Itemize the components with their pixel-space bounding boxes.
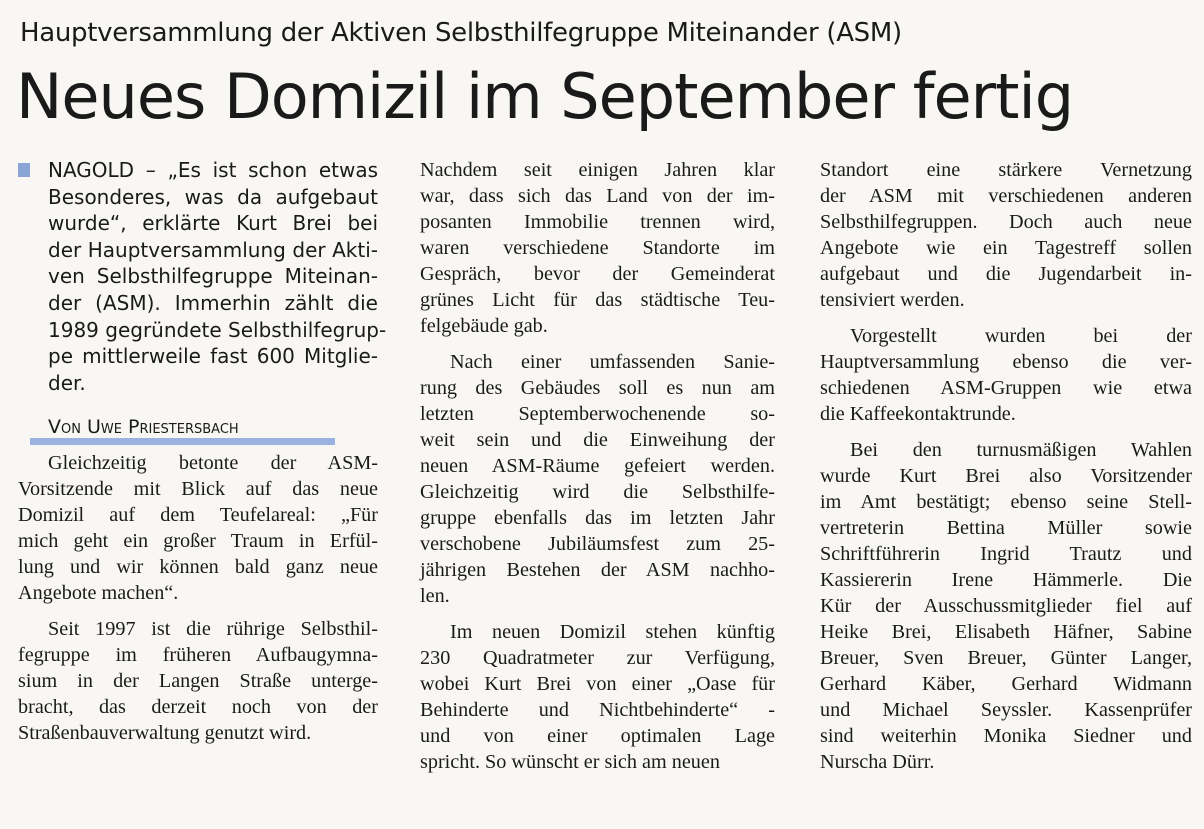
lead-line: der (ASM). Immerhin zählt die <box>48 290 378 315</box>
text-line: Angebote machen“. <box>18 582 179 605</box>
text-line: im Amt bestätigt; ebenso seine Stell- <box>820 491 1192 513</box>
text-line: grünes Licht für das städtische Teu- <box>420 289 775 311</box>
text-line: der ASM mit verschiedenen anderen <box>820 185 1192 207</box>
text-line: lung und wir können bald ganz neue <box>18 556 378 579</box>
paragraph <box>18 616 378 746</box>
text-line: Behinderte und Nichtbehinderte“ - <box>420 699 775 721</box>
text-line: Kür der Ausschussmitglieder fiel auf <box>820 595 1192 617</box>
text-line: Breuer, Sven Breuer, Günter Langer, <box>820 647 1192 669</box>
text-line: wobei Kurt Brei von einer „Oase für <box>420 673 775 695</box>
article-byline <box>18 414 378 444</box>
text-line: und von einer optimalen Lage <box>420 725 775 747</box>
text-line: Vorsitzende mit Blick auf das neue <box>18 478 378 501</box>
lead-line: der Hauptversammlung der Akti- <box>48 237 378 262</box>
paragraph <box>420 157 775 339</box>
article-lead <box>18 157 387 396</box>
text-line: Domizil auf dem Teufelareal: „Für <box>18 504 378 527</box>
text-line: fegruppe im früheren Aufbaugymna- <box>18 644 378 667</box>
article-column-3 <box>820 157 1192 775</box>
text-line: Im neuen Domizil stehen künftig <box>450 621 775 643</box>
text-line: mich geht ein großer Traum in Erfül- <box>18 530 378 553</box>
lead-line: wurde“, erklärte Kurt Brei bei <box>48 211 378 236</box>
text-line: Gerhard Käber, Gerhard Widmann <box>820 673 1192 695</box>
text-line: Vorgestellt wurden bei der <box>850 325 1192 347</box>
lead-square-marker <box>18 163 30 177</box>
text-line: aufgebaut und die Jugendarbeit in- <box>820 263 1192 285</box>
byline-text: Von Uwe Priestersbach <box>48 416 239 439</box>
lead-text <box>48 157 387 396</box>
paragraph <box>820 323 1192 427</box>
byline-highlight-bar <box>30 438 335 445</box>
text-line: war, dass sich das Land von der im- <box>420 185 775 207</box>
text-line: weit sein und die Einweihung der <box>420 429 775 451</box>
text-line: felgebäude gab. <box>420 315 548 337</box>
text-line: Nachdem seit einigen Jahren klar <box>420 159 775 181</box>
text-line: Angebote wie ein Tagestreff sollen <box>820 237 1192 259</box>
lead-line: Besonderes, was da aufgebaut <box>48 184 378 209</box>
column-3-body <box>820 157 1192 775</box>
text-line: und Michael Seyssler. Kassenprüfer <box>820 699 1192 721</box>
text-line: bracht, das derzeit noch von der <box>18 696 378 719</box>
text-line: len. <box>420 585 450 607</box>
column-2-body <box>420 157 775 775</box>
text-line: vertreterin Bettina Müller sowie <box>820 517 1192 539</box>
text-line: waren verschiedene Standorte im <box>420 237 775 259</box>
text-line: Straßenbauverwaltung genutzt wird. <box>18 722 312 745</box>
paragraph <box>820 437 1192 775</box>
text-line: Bei den turnusmäßigen Wahlen <box>850 439 1192 461</box>
text-line: rung des Gebäudes soll es nun am <box>420 377 775 399</box>
text-line: die Kaffeekontaktrunde. <box>820 403 1016 425</box>
text-line: sind weiterhin Monika Siedner und <box>820 725 1192 747</box>
text-line: tensiviert werden. <box>820 289 965 311</box>
text-line: Gespräch, bevor der Gemeinderat <box>420 263 775 285</box>
text-line: Selbsthilfegruppen. Doch auch neue <box>820 211 1192 233</box>
text-line: Standort eine stärkere Vernetzung <box>820 159 1192 181</box>
column-1-body <box>18 450 378 746</box>
text-line: schiedenen ASM-Gruppen wie etwa <box>820 377 1192 399</box>
text-line: verschobene Jubiläumsfest zum 25- <box>420 533 775 555</box>
text-line: neuen ASM-Räume gefeiert werden. <box>420 455 775 477</box>
paragraph <box>820 157 1192 313</box>
text-line: jährigen Bestehen der ASM nachho- <box>420 559 775 581</box>
text-line: 230 Quadratmeter zur Verfügung, <box>420 647 775 669</box>
text-line: sium in der Langen Straße unterge- <box>18 670 378 693</box>
paragraph <box>420 619 775 775</box>
text-line: posanten Immobilie trennen wird, <box>420 211 775 233</box>
text-line: spricht. So wünscht er sich am neuen <box>420 751 720 773</box>
text-line: Heike Brei, Elisabeth Häfner, Sabine <box>820 621 1192 643</box>
paragraph <box>18 450 378 606</box>
lead-line: NAGOLD – „Es ist schon etwas <box>48 158 378 182</box>
text-line: gruppe ebenfalls das im letzten Jahr <box>420 507 775 529</box>
text-line: Gleichzeitig betonte der ASM- <box>48 452 378 475</box>
text-line: Gleichzeitig wird die Selbsthilfe- <box>420 481 775 503</box>
text-line: Hauptversammlung ebenso die ver- <box>820 351 1192 373</box>
text-line: Kassiererin Irene Hämmerle. Die <box>820 569 1192 591</box>
text-line: letzten Septemberwochenende so- <box>420 403 775 425</box>
lead-line: 1989 gegründete Selbsthilfegrup- <box>48 317 387 342</box>
text-line: Nurscha Dürr. <box>820 751 935 773</box>
text-line: Schriftführerin Ingrid Trautz und <box>820 543 1192 565</box>
text-line: Seit 1997 ist die rührige Selbsthil- <box>48 618 378 641</box>
article-kicker: Hauptversammlung der Aktiven Selbsthilfegruppe Miteinander (ASM) <box>20 18 902 48</box>
lead-line: ven Selbsthilfegruppe Miteinan- <box>48 264 378 289</box>
paragraph <box>420 349 775 609</box>
article-headline: Neues Domizil im September fertig <box>16 60 1074 133</box>
article-column-2 <box>420 157 775 775</box>
lead-line: der. <box>48 370 86 395</box>
text-line: Nach einer umfassenden Sanie- <box>450 351 775 373</box>
lead-line: pe mittlerweile fast 600 Mitglie- <box>48 344 378 369</box>
text-line: wurde Kurt Brei also Vorsitzender <box>820 465 1192 487</box>
article-column-1 <box>18 157 387 746</box>
